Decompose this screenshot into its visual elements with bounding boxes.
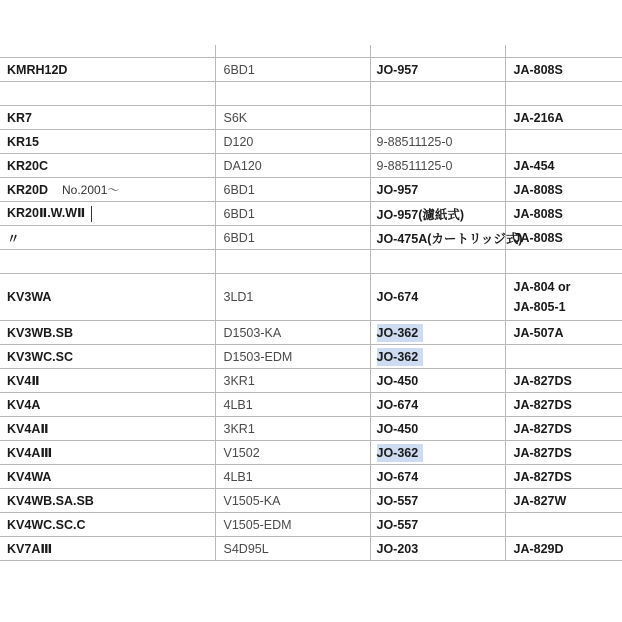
air-filter-code: JA-827DS <box>513 445 572 460</box>
table-row <box>0 130 622 154</box>
air-filter-cell[interactable] <box>505 321 622 345</box>
engine-cell[interactable]: S4D95L <box>215 537 370 561</box>
table-row <box>0 202 622 226</box>
air-filter-cell[interactable] <box>505 178 622 202</box>
model-name: KV4WB.SA.SB <box>7 493 94 508</box>
engine-cell[interactable]: V1505-KA <box>215 489 370 513</box>
table-row <box>0 178 622 202</box>
model-cell[interactable] <box>0 345 215 369</box>
engine-cell[interactable]: 4LB1 <box>215 465 370 489</box>
model-name: KV4Ⅱ <box>7 374 40 388</box>
model-cell[interactable] <box>0 154 215 178</box>
engine-cell[interactable]: D120 <box>215 130 370 154</box>
engine-cell[interactable]: V1502 <box>215 441 370 465</box>
oil-filter-code: JO-674 <box>376 469 419 484</box>
text-cursor <box>91 206 92 222</box>
air-filter-cell[interactable] <box>505 489 622 513</box>
oil-filter-code: JO-362 <box>377 324 423 342</box>
table-row <box>0 489 622 513</box>
model-cell[interactable] <box>0 417 215 441</box>
engine-cell[interactable]: 3KR1 <box>215 369 370 393</box>
model-name: KR20D <box>7 183 48 197</box>
model-cell[interactable] <box>0 82 215 106</box>
model-name: KV3WB.SB <box>7 325 73 340</box>
oil-filter-code: JO-557 <box>376 517 419 532</box>
air-filter-cell[interactable] <box>505 130 622 154</box>
oil-filter-code: JO-362 <box>377 444 423 462</box>
model-name: KV4WC.SC.C <box>7 517 86 532</box>
air-filter-cell[interactable] <box>505 537 622 561</box>
model-cell[interactable] <box>0 537 215 561</box>
oil-filter-code: JO-957 <box>376 62 419 77</box>
model-cell[interactable] <box>0 465 215 489</box>
oil-filter-code: JO-203 <box>376 541 419 556</box>
engine-cell[interactable]: 3KR1 <box>215 417 370 441</box>
oil-filter-code: JO-362 <box>377 348 423 366</box>
oil-filter-code: JO-674 <box>376 290 419 304</box>
model-name: KV4AⅢ <box>7 446 53 460</box>
model-cell[interactable] <box>0 106 215 130</box>
oil-filter-cell[interactable] <box>370 226 523 250</box>
oil-filter-cell[interactable] <box>370 178 505 202</box>
model-name: KV4A <box>7 397 41 412</box>
model-cell[interactable] <box>0 513 215 537</box>
table-row <box>0 393 622 417</box>
oil-filter-cell[interactable] <box>370 465 505 489</box>
air-filter-code: JA-216A <box>513 110 564 125</box>
model-name: KR20C <box>7 158 48 173</box>
air-filter-cell[interactable] <box>505 82 622 106</box>
model-name: KV4WA <box>7 469 52 484</box>
oil-filter-cell[interactable] <box>370 202 505 226</box>
air-filter-cell[interactable] <box>505 465 622 489</box>
air-filter-cell[interactable] <box>505 417 622 441</box>
engine-cell[interactable]: S6K <box>215 106 370 130</box>
engine-cell[interactable]: DA120 <box>215 154 370 178</box>
table-row <box>0 250 622 274</box>
air-filter-cell[interactable] <box>505 345 622 369</box>
table-row <box>0 154 622 178</box>
air-filter-cell[interactable] <box>505 441 622 465</box>
model-name: KV3WC.SC <box>7 349 73 364</box>
air-filter-cell[interactable] <box>505 58 622 82</box>
oil-filter-cell[interactable] <box>370 321 505 345</box>
model-cell[interactable] <box>0 489 215 513</box>
air-filter-cell[interactable] <box>505 250 622 274</box>
air-filter-code: JA-829D <box>513 541 564 556</box>
oil-filter-cell[interactable] <box>370 82 505 106</box>
air-filter-cell[interactable] <box>505 369 622 393</box>
model-cell[interactable] <box>0 250 215 274</box>
model-name: KMRH12D <box>7 62 68 77</box>
air-filter-code: JA-808S <box>513 62 563 77</box>
engine-cell[interactable]: 6BD1 <box>215 58 370 82</box>
engine-cell[interactable]: 4LB1 <box>215 393 370 417</box>
model-name: KV4AⅡ <box>7 422 49 436</box>
table-row <box>0 58 622 82</box>
table-row <box>0 537 622 561</box>
model-cell[interactable] <box>0 321 215 345</box>
column-divider-top <box>370 45 371 57</box>
air-filter-cell[interactable] <box>505 154 622 178</box>
model-name: KR20Ⅱ.W.WⅡ <box>7 206 86 221</box>
table-row <box>0 106 622 130</box>
parts-table-body <box>0 58 622 561</box>
oil-filter-cell[interactable] <box>370 250 505 274</box>
engine-cell[interactable] <box>215 82 370 106</box>
parts-table <box>0 57 622 561</box>
oil-filter-code: JO-957 <box>376 182 419 197</box>
oil-filter-cell[interactable] <box>370 345 505 369</box>
table-row <box>0 82 622 106</box>
oil-filter-code: JO-557 <box>376 493 419 508</box>
model-cell[interactable] <box>0 178 215 202</box>
model-cell[interactable] <box>0 226 215 250</box>
oil-filter-cell[interactable] <box>370 393 505 417</box>
air-filter-code: JA-827DS <box>513 373 572 388</box>
oil-filter-code: JO-674 <box>376 397 419 412</box>
air-filter-cell[interactable] <box>505 226 622 250</box>
model-cell[interactable] <box>0 274 215 321</box>
air-filter-code: JA-507A <box>513 325 564 340</box>
oil-filter-cell[interactable] <box>370 417 505 441</box>
model-cell[interactable] <box>0 130 215 154</box>
air-filter-code: JA-805-1 <box>513 300 566 314</box>
air-filter-code: JA-454 <box>513 158 555 173</box>
air-filter-cell[interactable] <box>505 513 622 537</box>
engine-cell[interactable]: V1505-EDM <box>215 513 370 537</box>
air-filter-cell[interactable] <box>505 393 622 417</box>
model-cell[interactable] <box>0 441 215 465</box>
table-row <box>0 369 622 393</box>
table-row <box>0 274 622 321</box>
engine-cell[interactable]: 3LD1 <box>215 274 370 321</box>
table-row <box>0 513 622 537</box>
oil-filter-cell[interactable] <box>370 106 505 130</box>
model-name: KR15 <box>7 134 39 149</box>
oil-filter-cell[interactable] <box>370 489 505 513</box>
oil-filter-code: 9-88511125-0 <box>376 158 453 173</box>
oil-filter-cell[interactable] <box>370 537 505 561</box>
air-filter-cell[interactable] <box>505 202 622 226</box>
column-divider-top <box>505 45 506 57</box>
engine-cell[interactable] <box>215 250 370 274</box>
air-filter-code: JA-808S <box>513 206 563 221</box>
oil-filter-cell[interactable] <box>370 369 505 393</box>
model-cell[interactable] <box>0 369 215 393</box>
air-filter-code: JA-827W <box>513 493 567 508</box>
engine-cell[interactable]: 6BD1 <box>215 202 370 226</box>
model-name: KV7AⅢ <box>7 542 53 556</box>
oil-filter-cell[interactable] <box>370 513 505 537</box>
air-filter-cell[interactable] <box>505 274 622 321</box>
table-row <box>0 441 622 465</box>
engine-cell[interactable]: 6BD1 <box>215 226 370 250</box>
engine-cell[interactable]: 6BD1 <box>215 178 370 202</box>
air-filter-cell[interactable] <box>505 106 622 130</box>
table-row <box>0 226 622 250</box>
model-cell[interactable] <box>0 393 215 417</box>
air-filter-code: JA-808S <box>513 182 563 197</box>
oil-filter-code: JO-450 <box>376 421 419 436</box>
oil-filter-code: JO-475A(カートリッジ式) <box>376 231 523 246</box>
column-divider-top <box>215 45 216 57</box>
table-row <box>0 345 622 369</box>
engine-cell[interactable]: D1503-EDM <box>215 345 370 369</box>
model-name: KR7 <box>7 110 33 125</box>
model-name: KV3WA <box>7 290 52 304</box>
oil-filter-cell[interactable] <box>370 130 505 154</box>
engine-cell[interactable]: D1503-KA <box>215 321 370 345</box>
table-row <box>0 417 622 441</box>
air-filter-code: JA-827DS <box>513 397 572 412</box>
oil-filter-code: 9-88511125-0 <box>376 134 453 149</box>
oil-filter-code: JO-957(濾紙式) <box>376 207 465 222</box>
model-note: No.2001～ <box>62 183 120 197</box>
oil-filter-cell[interactable] <box>370 154 505 178</box>
oil-filter-cell[interactable] <box>370 58 505 82</box>
model-name: 〃 <box>7 231 20 246</box>
oil-filter-code: JO-450 <box>376 373 419 388</box>
air-filter-code: JA-827DS <box>513 421 572 436</box>
air-filter-code: JA-808S <box>513 230 563 245</box>
model-cell[interactable] <box>0 58 215 82</box>
air-filter-code: JA-804 or <box>513 280 571 294</box>
oil-filter-cell[interactable] <box>370 441 505 465</box>
table-row <box>0 465 622 489</box>
table-row <box>0 321 622 345</box>
oil-filter-cell[interactable] <box>370 274 505 321</box>
air-filter-code: JA-827DS <box>513 469 572 484</box>
model-cell[interactable] <box>0 202 215 226</box>
